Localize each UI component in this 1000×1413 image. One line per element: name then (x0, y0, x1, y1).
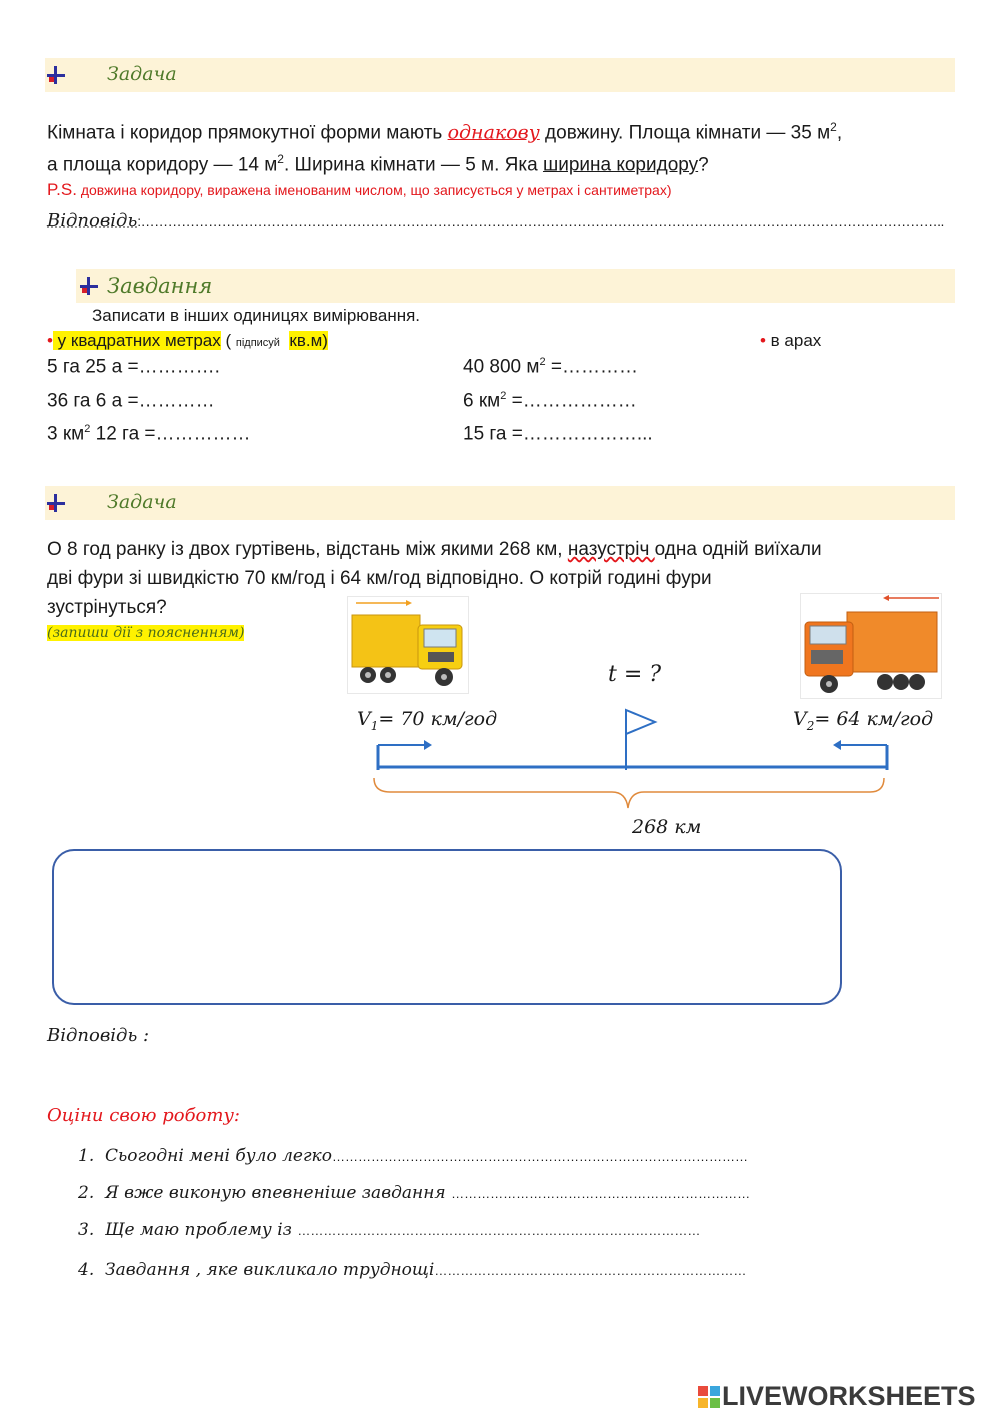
item-number: 3. (78, 1220, 95, 1240)
reflection-item-3 (78, 1220, 700, 1240)
conv-sup: 2 (539, 356, 546, 368)
conv-sup: 2 (84, 423, 91, 435)
liveworksheets-logo-icon (698, 1386, 720, 1408)
task2-left-paren: ( (220, 331, 236, 350)
solution-box[interactable] (52, 849, 842, 1005)
conversion-answer-field[interactable]: ………… (561, 356, 638, 378)
conversion-answer-field[interactable]: ………… (138, 390, 215, 412)
v-subscript: 2 (806, 718, 815, 733)
conversion-answer-field[interactable]: ……………… (522, 390, 637, 412)
task3-answer-label: Відповідь : (47, 1025, 150, 1046)
task1-title: Задача (107, 63, 177, 85)
reflection-answer-field[interactable]: ………………………………………………………………………………… (297, 1223, 701, 1238)
task3-line3: зустрінуться? (47, 597, 167, 618)
arrow-right-head-icon (424, 740, 432, 750)
item-text: Ще маю проблему із (105, 1220, 298, 1240)
task2-left-small: підписуй (235, 337, 280, 349)
liveworksheets-logo (698, 1381, 976, 1412)
task2-right-bullet: • (760, 331, 766, 350)
velocity-1-value: = 70 км/год (378, 708, 498, 730)
task1-line2-d: ? (698, 154, 709, 176)
reflection-item-4 (78, 1260, 746, 1280)
task1-line1-d: , (836, 122, 843, 144)
task2-right-label: в арах (765, 331, 822, 350)
task1-word-same: однакову (447, 121, 540, 144)
liveworksheets-brand: LIVEWORKSHEETS (722, 1381, 976, 1411)
reflection-answer-field[interactable]: …………………………………………………………… (451, 1186, 751, 1201)
item-text: Сьогодні мені було легко (105, 1146, 332, 1166)
reflection-answer-field[interactable]: …………………………………………………………………………………… (331, 1149, 748, 1164)
arrow-left-head-icon (833, 740, 841, 750)
time-label: t = ? (608, 662, 662, 687)
conversion-answer-field[interactable]: ………………... (522, 423, 653, 445)
task1-line1-c: довжину. Площа кімнати — 35 м (539, 122, 831, 144)
task2-title: Завдання (107, 274, 213, 298)
reflection-title: Оціни свою роботу: (47, 1105, 240, 1126)
conv-text: 36 га 6 а = (47, 390, 139, 412)
reflection-answer-field[interactable]: ……………………………………………………………… (434, 1263, 747, 1278)
reflection-item-2 (78, 1183, 750, 1203)
task3-note: (запиши дії з поясненням) (47, 625, 245, 641)
conv-text: 3 км (47, 423, 85, 445)
task3-word-towards: назустріч (567, 539, 655, 560)
conv-text: 6 км (463, 390, 501, 412)
task3-line1-a: О 8 год ранку із двох гуртівень, відстань між якими 268 км, (47, 539, 568, 560)
v-symbol: V (793, 708, 807, 730)
meeting-flag-icon (626, 710, 655, 734)
task2-left-bullet: • (47, 331, 53, 350)
task3-title: Задача (107, 491, 177, 513)
reflection-item-1 (78, 1146, 748, 1166)
task1-line1-a: Кімната і коридор прямокутної форми мають (47, 122, 448, 144)
conv-text: = (545, 356, 562, 378)
conversion-answer-field[interactable]: …………. (138, 356, 220, 378)
task1-line2-sup: 2 (277, 152, 284, 166)
task1-line1-sup: 2 (830, 120, 837, 134)
item-number: 4. (78, 1260, 95, 1280)
task1-corridor-width: ширина коридору (542, 154, 699, 176)
distance-brace (374, 778, 884, 808)
task3-line2: дві фури зі швидкістю 70 км/год і 64 км/год відповідно. О котрій годині фури (47, 568, 712, 589)
conversion-answer-field[interactable]: …………… (155, 423, 251, 445)
item-number: 1. (78, 1146, 95, 1166)
task3-line1-c: одна одній виїхали (654, 539, 822, 560)
conv-text: 40 800 м (463, 356, 540, 378)
conv-text: = (506, 390, 523, 412)
velocity-2-value: = 64 км/год (814, 708, 934, 730)
conv-text: 12 га = (90, 423, 156, 445)
v-symbol: V (357, 708, 371, 730)
task1-answer-field[interactable]: :…………………………………………………………………………………………………………………………………………………………….. (137, 213, 944, 229)
conv-text: 15 га = (463, 423, 523, 445)
item-number: 2. (78, 1183, 95, 1203)
task1-line2-b: . Ширина кімнати — 5 м. Яка (283, 154, 543, 176)
distance-label: 268 км (632, 816, 702, 838)
conv-text: 5 га 25 а = (47, 356, 139, 378)
task1-ps-text: довжина коридору, виражена іменованим числом, що записується у метрах і сантиметрах) (76, 182, 672, 198)
task1-ps-label: P.S. (47, 180, 77, 199)
conv-sup: 2 (500, 390, 507, 402)
task2-instruction: Записати в інших одиницях вимірювання. (92, 306, 421, 325)
task2-left-unit: кв.м) (289, 331, 328, 350)
v-subscript: 1 (370, 718, 379, 733)
task1-line2-a: а площа коридору — 14 м (47, 154, 278, 176)
item-text: Завдання , яке викликало труднощі (105, 1260, 435, 1280)
item-text: Я вже виконую впевненіше завдання (105, 1183, 452, 1203)
task1-answer-label: Відповідь (47, 210, 138, 231)
task2-left-label: у квадратних метрах (52, 331, 221, 350)
